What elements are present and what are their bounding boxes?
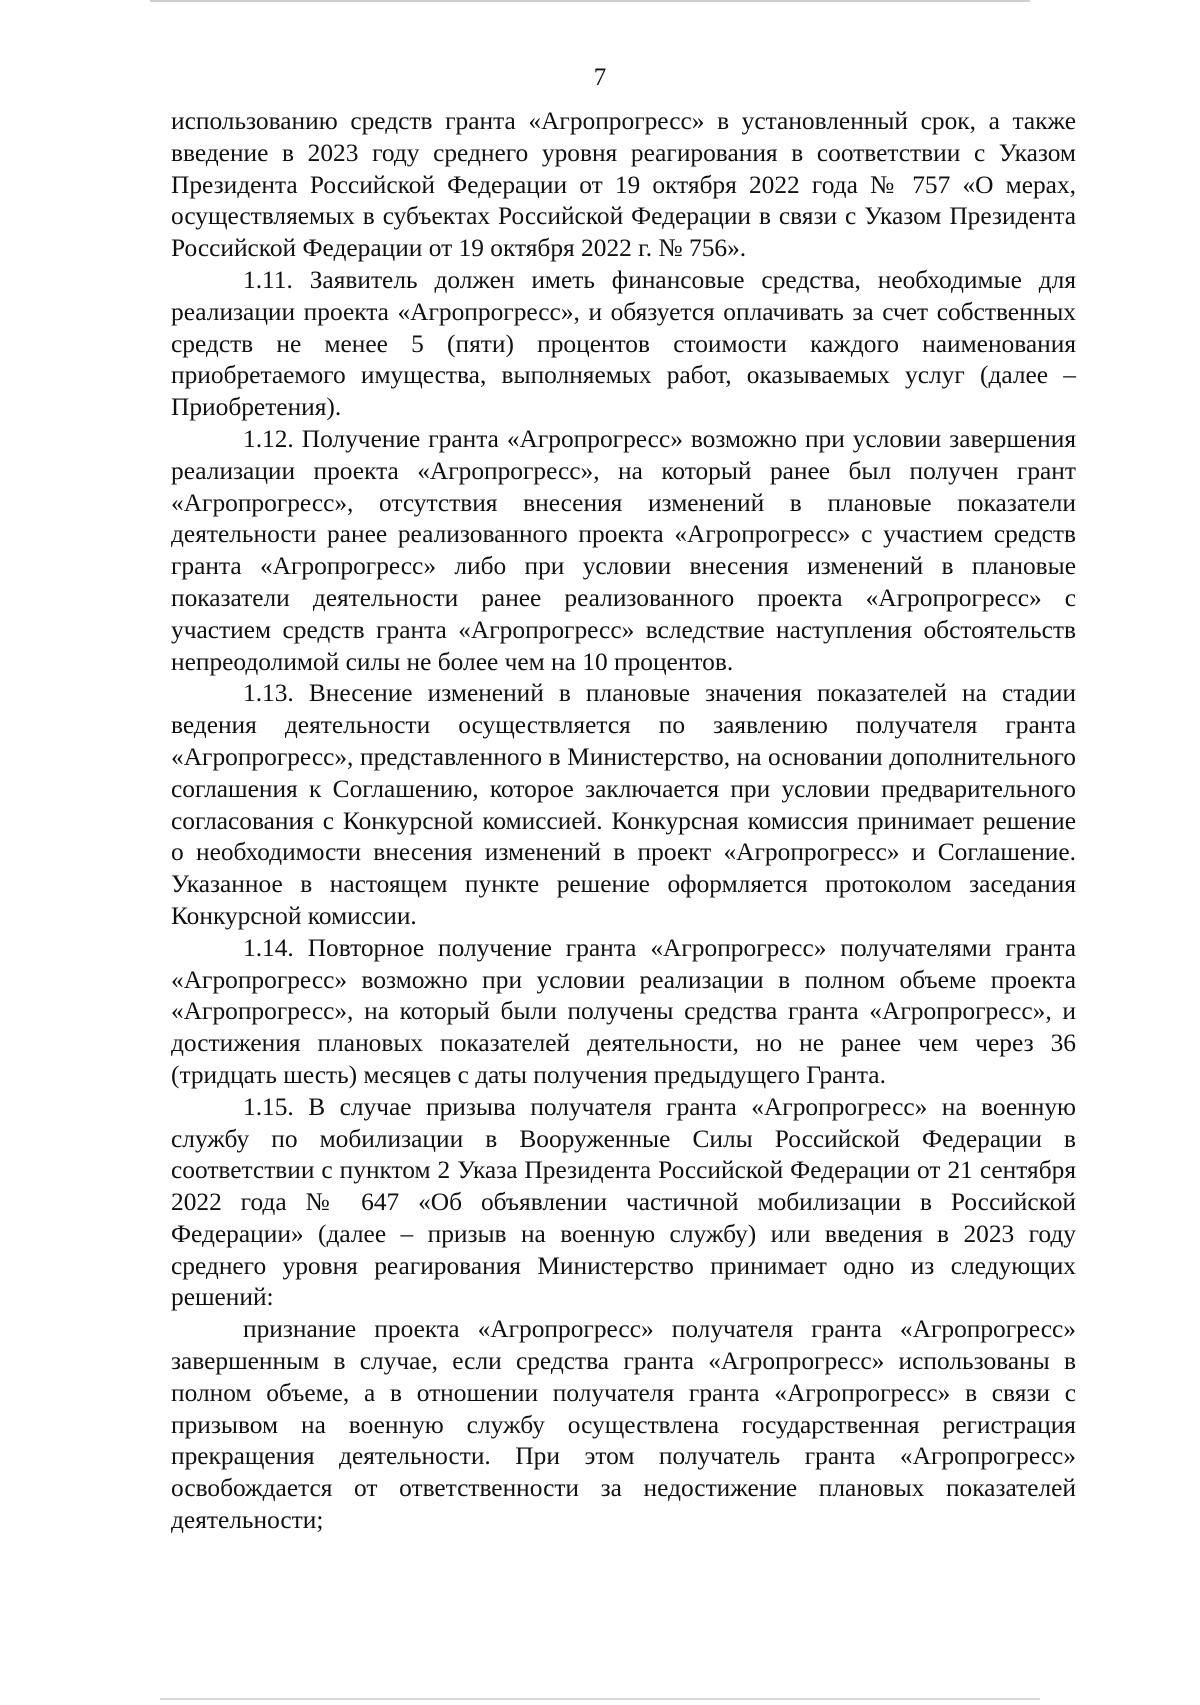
document-body bbox=[171, 106, 1076, 1537]
scan-edge-bottom bbox=[160, 1698, 1040, 1700]
paragraph-1-15: 1.15. В случае призыва получателя гранта «Агропрогресс» на военную службу по мобилизации в Вооруженные Силы Российской Федерации в соответствии с пунктом 2 Указа Президента Российской Федерации от 21 сентября 2022 года № 647 «Об объявлении частичной мобилизации в Российской Федерации» (далее – призыв на военную службу) или введения в 2023 году среднего уровня реагирования Министерство принимает одно из следующих решений: bbox=[171, 1092, 1076, 1312]
paragraph-1-13: 1.13. Внесение изменений в плановые значения показателей на стадии ведения деятельности осуществляется по заявлению получателя гранта «Агропрогресс», представленного в Министерство, на основании дополнительного соглашения к Соглашению, которое заключается при условии предварительного согласования с Конкурсной комиссией. Конкурсная комиссия принимает решение о необходимости внесения изменений в проект «Агропрогресс» и Соглашение. Указанное в настоящем пункте решение оформляется протоколом заседания Конкурсной комиссии. bbox=[171, 679, 1076, 930]
paragraph-1-11: 1.11. Заявитель должен иметь финансовые средства, необходимые для реализации проекта «Агропрогресс», и обязуется оплачивать за счет собственных средств не менее 5 (пяти) процентов стоимости каждого наименования приобретаемого имущества, выполняемых работ, оказываемых услуг (далее – Приобретения). bbox=[171, 265, 1076, 422]
paragraph-1-12: 1.12. Получение гранта «Агропрогресс» возможно при условии завершения реализации проекта «Агропрогресс», на который ранее был получен грант «Агропрогресс», отсутствия внесения изменений в плановые показатели деятельности ранее реализованного проекта «Агропрогресс» с участием средств гранта «Агропрогресс» либо при условии внесения изменений в плановые показатели деятельности ранее реализованного проекта «Агропрогресс» с участием средств гранта «Агропрогресс» вследствие наступления обстоятельств непреодолимой силы не более чем на 10 процентов. bbox=[171, 424, 1076, 676]
paragraph-decision-1: признание проекта «Агропрогресс» получателя гранта «Агропрогресс» завершенным в случае, если средства гранта «Агропрогресс» использованы в полном объеме, а в отношении получателя гранта «Агропрогресс» в связи с призывом на военную службу осуществлена государственная регистрация прекращения деятельности. При этом получатель гранта «Агропрогресс» освобождается от ответственности за недостижение плановых показателей деятельности; bbox=[171, 1315, 1076, 1535]
paragraph-continuation: использованию средств гранта «Агропрогресс» в установленный срок, а также введение в 2023 году среднего уровня реагирования в соответствии с Указом Президента Российской Федерации от 19 октября 2022 года № 757 «О мерах, осуществляемых в субъектах Российской Федерации в связи с Указом Президента Российской Федерации от 19 октября 2022 г. № 756». bbox=[171, 107, 1076, 263]
page-number: 7 bbox=[593, 64, 607, 91]
paragraph-1-14: 1.14. Повторное получение гранта «Агропрогресс» получателями гранта «Агропрогресс» возможно при условии реализации в полном объеме проекта «Агропрогресс», на который были получены средства гранта «Агропрогресс», и достижения плановых показателей деятельности, но не ранее чем через 36 (тридцать шесть) месяцев с даты получения предыдущего Гранта. bbox=[171, 933, 1076, 1089]
scan-edge-top bbox=[150, 0, 1030, 2]
